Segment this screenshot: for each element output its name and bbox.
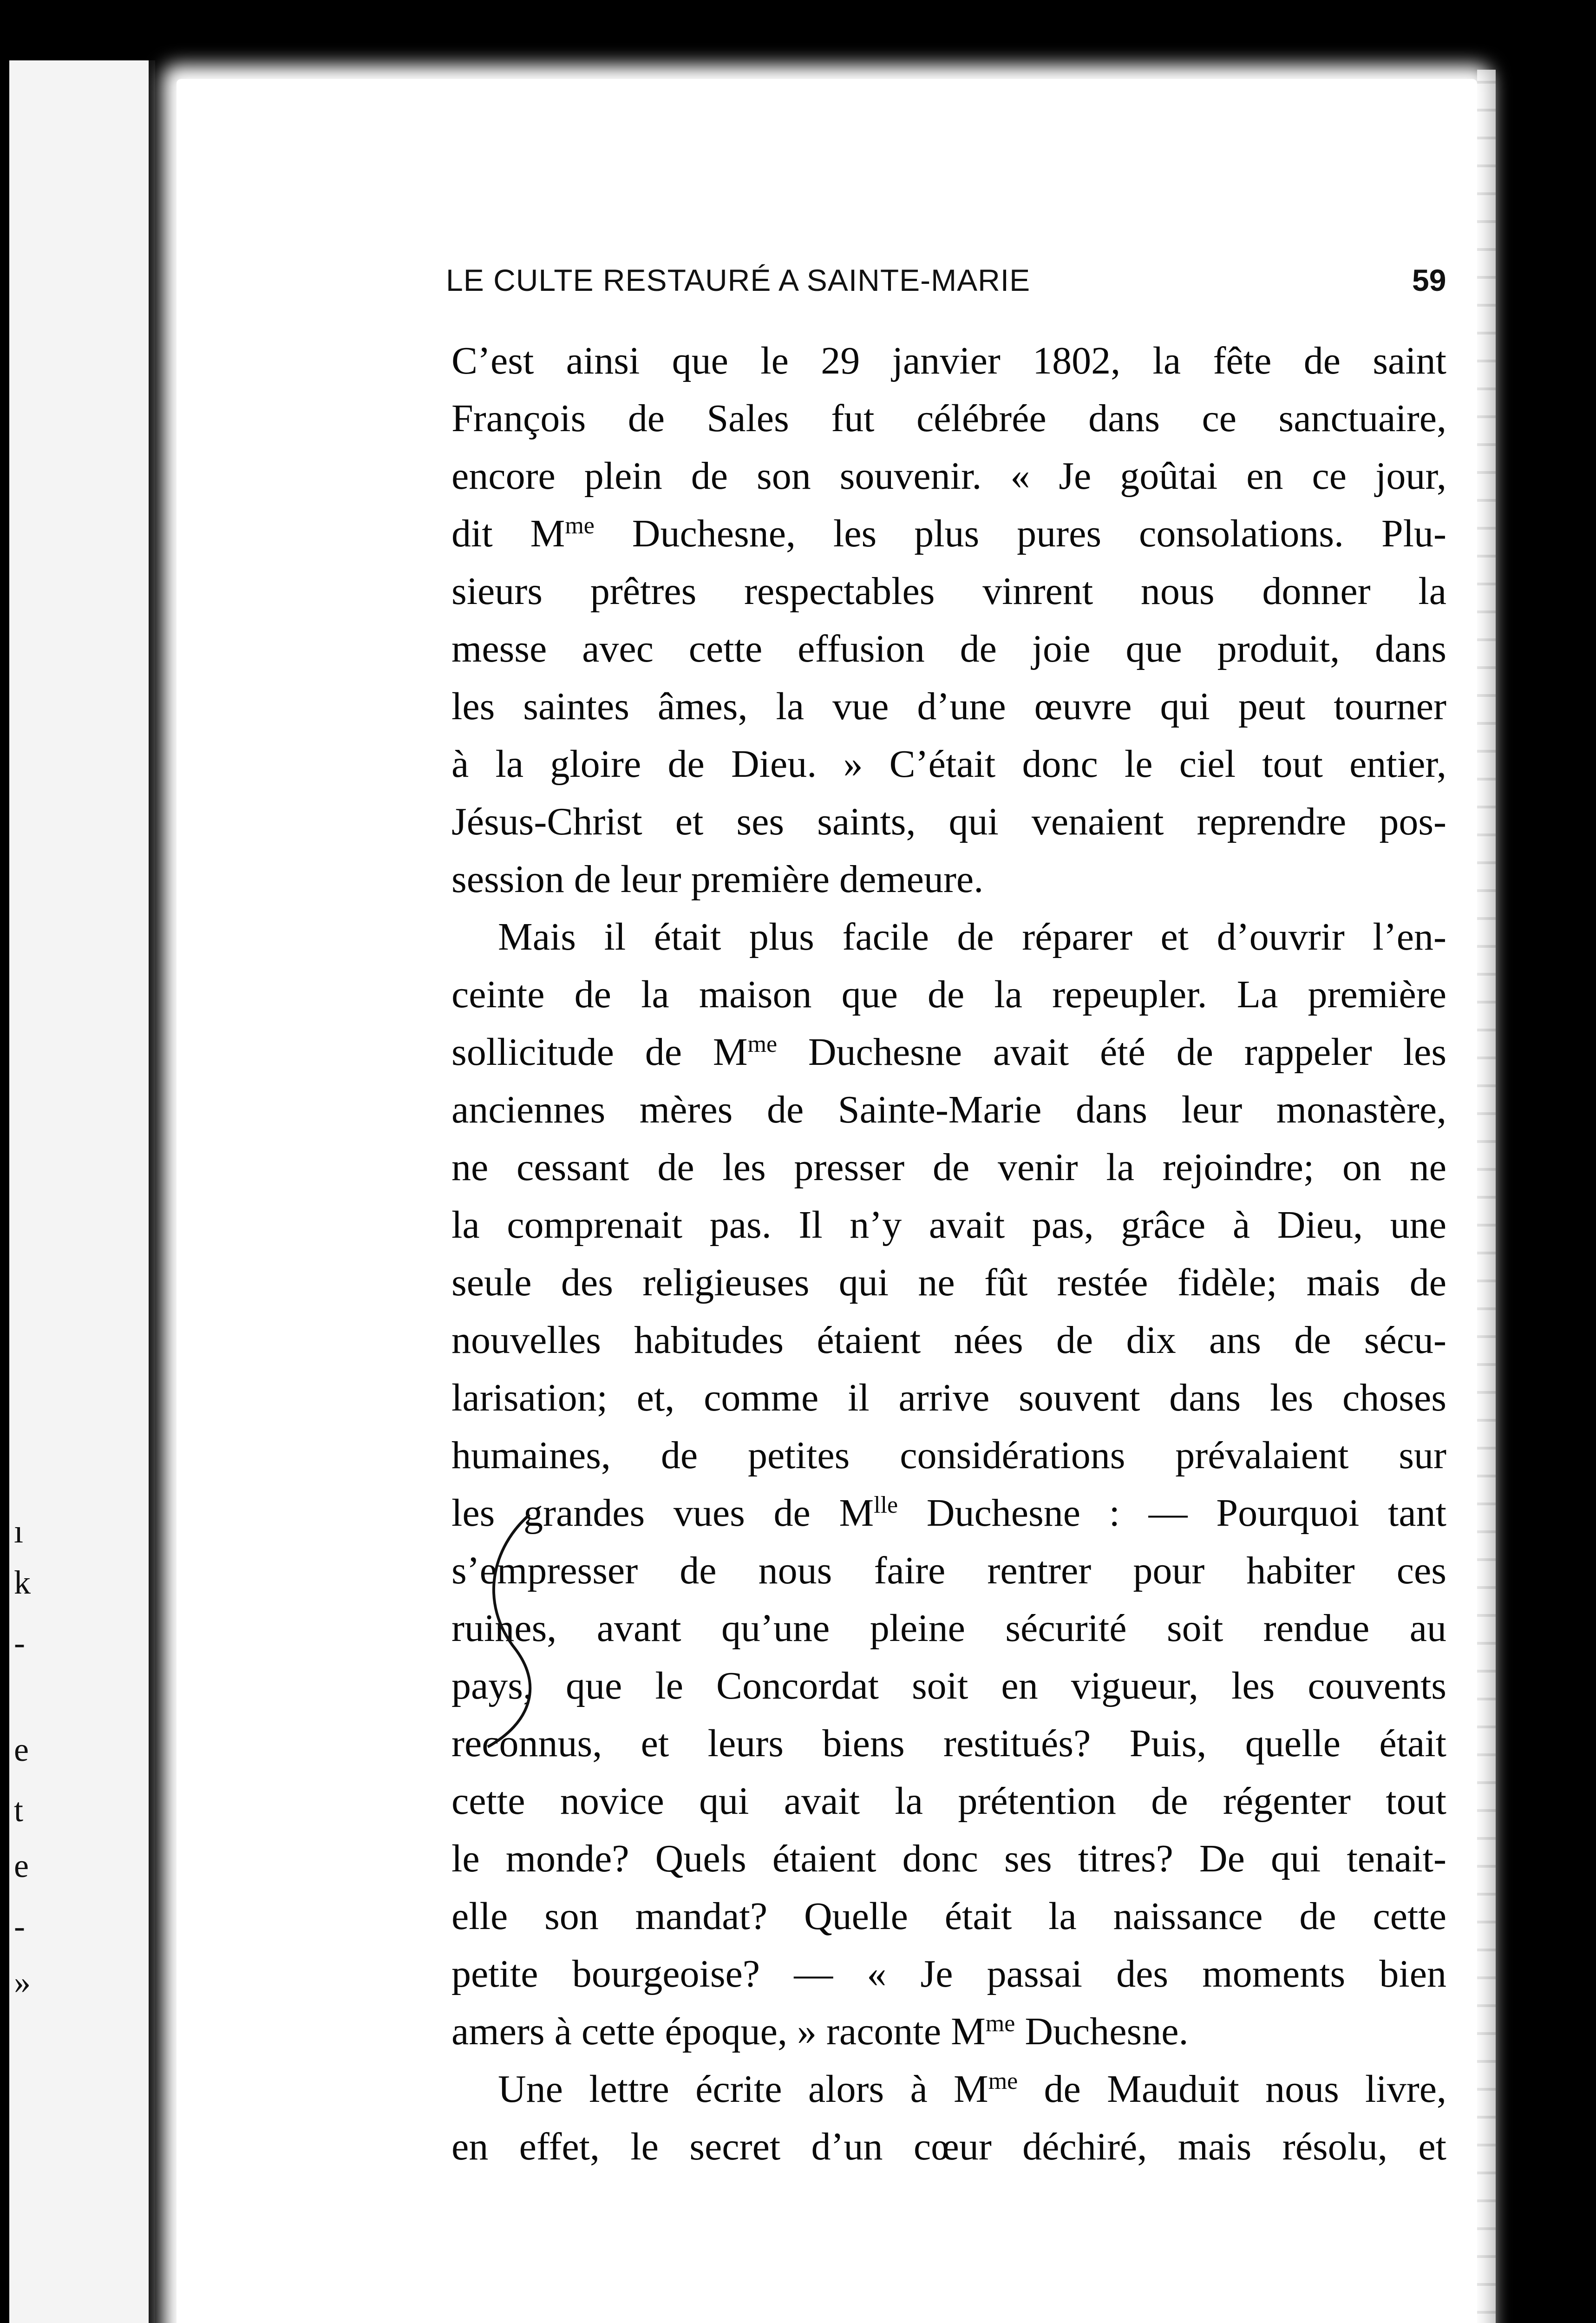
text-line: Jésus-Christ et ses saints, qui venaient reprendre pos- xyxy=(451,800,1446,843)
facing-page-glyph: t xyxy=(14,1791,24,1829)
text-line: session de leur première demeure. xyxy=(451,858,984,901)
facing-page-glyph: e xyxy=(14,1847,29,1884)
text-line: dit $M^{me}$ Duchesne, les plus pures consolations. Plu- xyxy=(451,512,1446,555)
text-line: Une lettre écrite alors à $M^{me}$ de Mauduit nous livre, xyxy=(498,2067,1446,2111)
text-line: C’est ainsi que le 29 janvier 1802, la fête de saint xyxy=(451,339,1446,382)
facing-page-glyph: e xyxy=(14,1731,29,1768)
text-line: en effet, le secret d’un cœur déchiré, mais résolu, et xyxy=(451,2125,1446,2168)
facing-page-glyph: - xyxy=(14,1624,25,1661)
text-line: larisation; et, comme il arrive souvent dans les choses xyxy=(451,1376,1446,1419)
text-line: le monde? Quels étaient donc ses titres? De qui tenait- xyxy=(451,1837,1446,1880)
page-edge-noise xyxy=(1477,70,1496,2323)
text-line: la comprenait pas. Il n’y avait pas, grâce à Dieu, une xyxy=(451,1203,1446,1247)
page-number: 59 xyxy=(1412,263,1446,297)
text-line: les grandes vues de $M^{lle}$ Duchesne : — Pourquoi tant xyxy=(451,1491,1446,1535)
text-line: seule des religieuses qui ne fût restée fidèle; mais de xyxy=(451,1261,1446,1304)
body-text xyxy=(451,332,1446,2176)
text-line: ceinte de la maison que de la repeupler. La première xyxy=(451,973,1446,1016)
facing-page-glyph: ı xyxy=(14,1513,24,1550)
text-line: pays, que le Concordat soit en vigueur, les couvents xyxy=(451,1664,1446,1707)
text-line: ruines, avant qu’une pleine sécurité soit rendue au xyxy=(451,1607,1446,1650)
facing-page-glyph: k xyxy=(14,1564,31,1601)
book-page xyxy=(177,79,1477,2323)
text-line: encore plein de son souvenir. « Je goûtai en ce jour, xyxy=(451,454,1446,498)
text-line: reconnus, et leurs biens restitués? Puis, quelle était xyxy=(451,1722,1446,1765)
text-line: anciennes mères de Sainte-Marie dans leur monastère, xyxy=(451,1088,1446,1131)
text-line: Mais il était plus facile de réparer et d’ouvrir l’en- xyxy=(498,915,1446,958)
running-title: LE CULTE RESTAURÉ A SAINTE-MARIE xyxy=(446,263,1031,297)
pencil-mark-icon xyxy=(474,1510,576,1752)
text-line: messe avec cette effusion de joie que produit, dans xyxy=(451,627,1446,670)
facing-page-glyph: » xyxy=(14,1963,31,2001)
text-line: amers à cette époque, » raconte $M^{me}$ Duchesne. xyxy=(451,2010,1189,2053)
text-line: à la gloire de Dieu. » C’était donc le ciel tout entier, xyxy=(451,742,1446,786)
text-line: nouvelles habitudes étaient nées de dix ans de sécu- xyxy=(451,1319,1446,1362)
text-line: humaines, de petites considérations prévalaient sur xyxy=(451,1434,1446,1477)
page-header xyxy=(177,262,1477,304)
facing-page-edge xyxy=(9,60,155,2323)
text-line: cette novice qui avait la prétention de régenter tout xyxy=(451,1779,1446,1823)
text-line: les saintes âmes, la vue d’une œuvre qui peut tourner xyxy=(451,685,1446,728)
text-line: elle son mandat? Quelle était la naissance de cette xyxy=(451,1895,1446,1938)
text-line: ne cessant de les presser de venir la rejoindre; on ne xyxy=(451,1146,1446,1189)
facing-page-glyph: - xyxy=(14,1908,25,1945)
text-line: petite bourgeoise? — « Je passai des moments bien xyxy=(451,1952,1446,1995)
text-line: François de Sales fut célébrée dans ce sanctuaire, xyxy=(451,397,1446,440)
text-line: s’empresser de nous faire rentrer pour habiter ces xyxy=(451,1549,1446,1592)
text-line: sollicitude de $M^{me}$ Duchesne avait été de rappeler les xyxy=(451,1030,1447,1074)
text-line: sieurs prêtres respectables vinrent nous donner la xyxy=(451,570,1446,613)
